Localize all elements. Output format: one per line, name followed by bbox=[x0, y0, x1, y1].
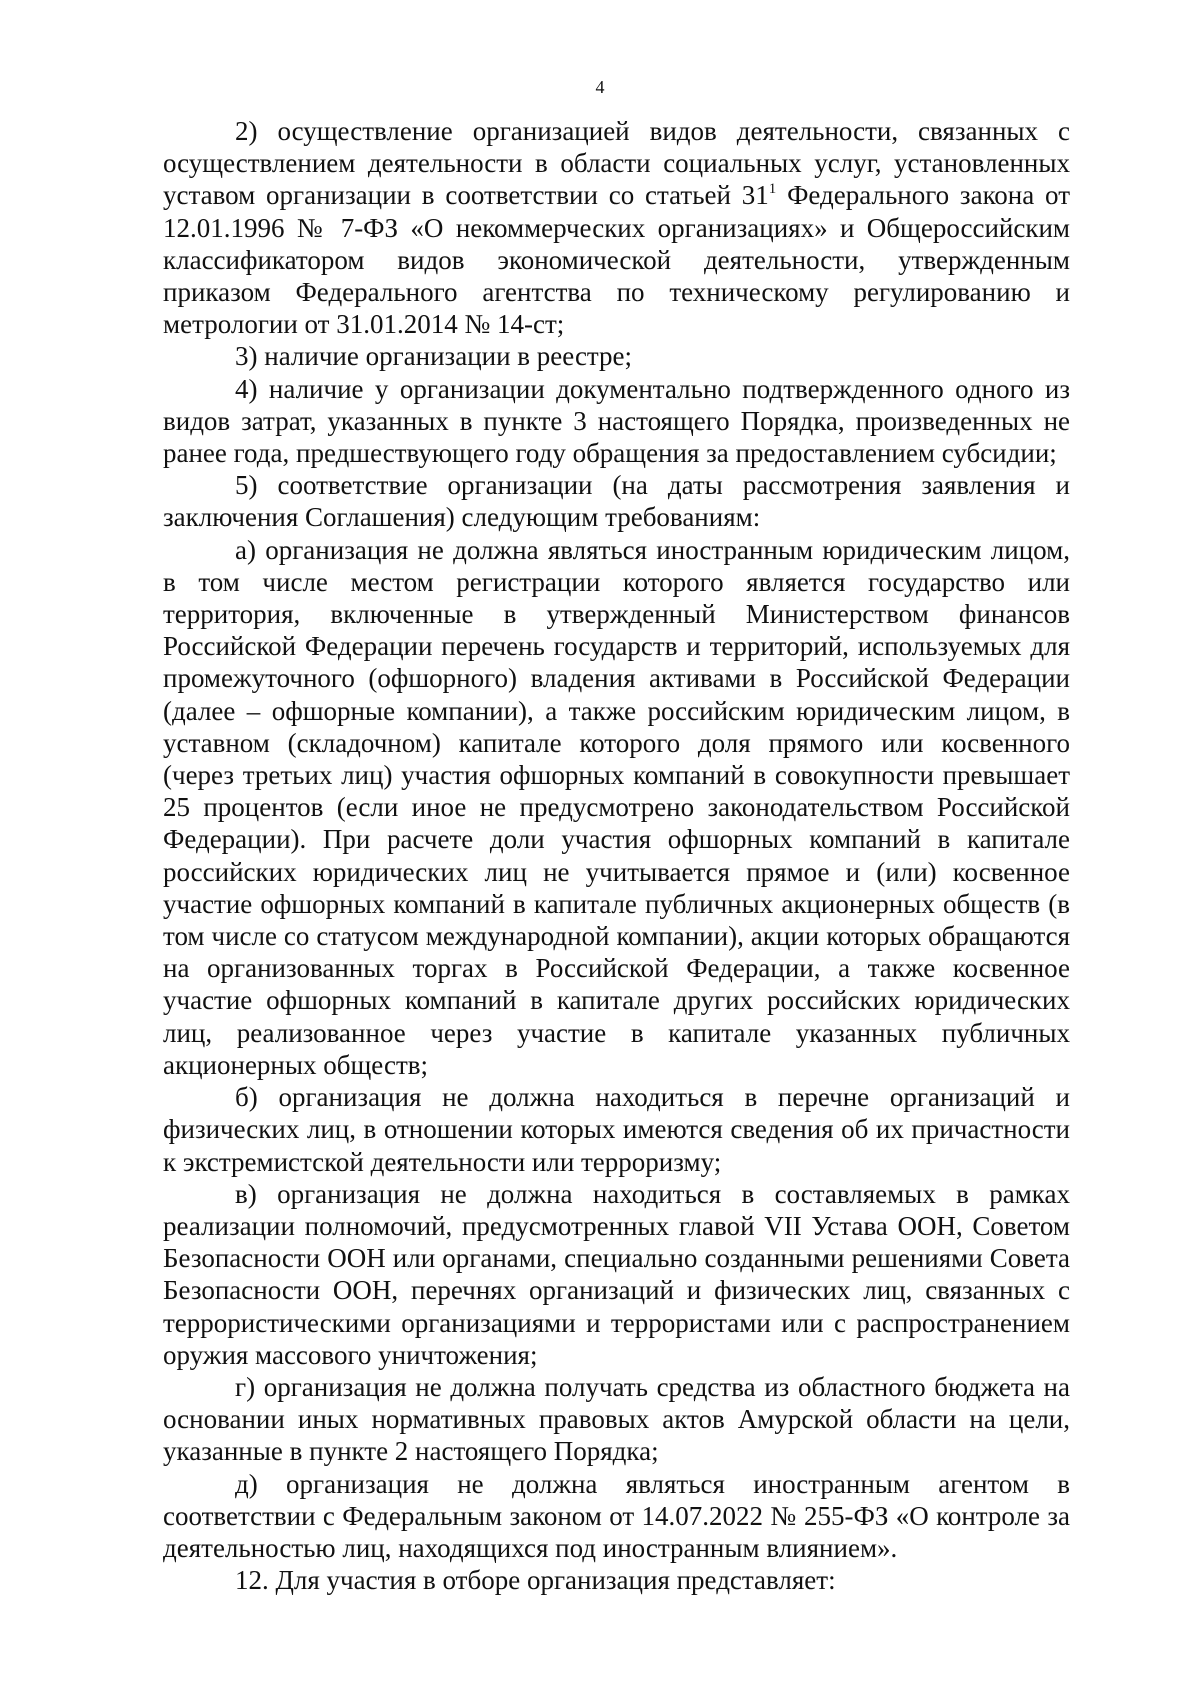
article-superscript: 1 bbox=[768, 181, 777, 198]
paragraph-subitem-v: в) организация не должна находиться в составляемых в рамках реализации полномочий, предусмотренных главой VII Устава ООН, Советом Безопасности ООН или органами, специально созданными решениями Совета Безопасности ООН, перечнях организаций и физических лиц, связанных с террористическими организациями и террористами или с распространением оружия массового уничтожения; bbox=[163, 1178, 1070, 1370]
paragraph-item-3: 3) наличие организации в реестре; bbox=[235, 341, 633, 372]
paragraph-item-4: 4) наличие у организации документально подтвержденного одного из видов затрат, указанных в пункте 3 настоящего Порядка, произведенных не ранее года, предшествующего году обращения за предоставлением субсидии; bbox=[163, 373, 1070, 469]
paragraph-subitem-d: д) организация не должна являться иностранным агентом в соответствии с Федеральным законом от 14.07.2022 № 255-ФЗ «О контроле за деятельностью лиц, находящихся под иностранным влиянием». bbox=[163, 1468, 1070, 1563]
paragraph-item-2 bbox=[163, 115, 1070, 340]
paragraph-subitem-b: б) организация не должна находиться в перечне организаций и физических лиц, в отношении которых имеются сведения об их причастности к экстремистской деятельности или терроризму; bbox=[163, 1082, 1070, 1177]
paragraph-item-12: 12. Для участия в отборе организация представляет: bbox=[235, 1565, 836, 1596]
document-body bbox=[163, 115, 1070, 1596]
paragraph-item-5: 5) соответствие организации (на даты рассмотрения заявления и заключения Соглашения) следующим требованиям: bbox=[163, 470, 1070, 533]
paragraph-item-2-text-cont: Федерального закона от 12.01.1996 № 7-ФЗ «О некоммерческих организациях» и Общероссийским классификатором видов экономической деятельности, утвержденным приказом Федерального агентства по техническому регулированию и метрологии от 31.01.2014 № 14-ст; bbox=[163, 180, 1070, 340]
paragraph-item-2-text: 2) осуществление организацией видов деятельности, связанных с осуществлением деятельности в области социальных услуг, установленных уставом организации в соответствии со статьей 31 bbox=[163, 116, 1070, 211]
page-number: 4 bbox=[595, 77, 605, 97]
paragraph-subitem-a: а) организация не должна являться иностранным юридическим лицом, в том числе местом регистрации которого является государство или территория, включенные в утвержденный Министерством финансов Российской Федерации перечень государств и территорий, используемых для промежуточного (офшорного) владения активами в Российской Федерации (далее – офшорные компании), а также российским юридическим лицом, в уставном (складочном) капитале которого доля прямого или косвенного (через третьих лиц) участия офшорных компаний в совокупности превышает 25 процентов (если иное не предусмотрено законодательством Российской Федерации). При расчете доли участия офшорных компаний в капитале российских юридических лиц не учитывается прямое и (или) косвенное участие офшорных компаний в капитале публичных акционерных обществ (в том числе со статусом международной компании), акции которых обращаются на организованных торгах в Российской Федерации, а также косвенное участие офшорных компаний в капитале других российских юридических лиц, реализованное через участие в капитале указанных публичных акционерных обществ; bbox=[163, 534, 1070, 1080]
paragraph-subitem-g: г) организация не должна получать средства из областного бюджета на основании иных нормативных правовых актов Амурской области на цели, указанные в пункте 2 настоящего Порядка; bbox=[163, 1371, 1070, 1467]
